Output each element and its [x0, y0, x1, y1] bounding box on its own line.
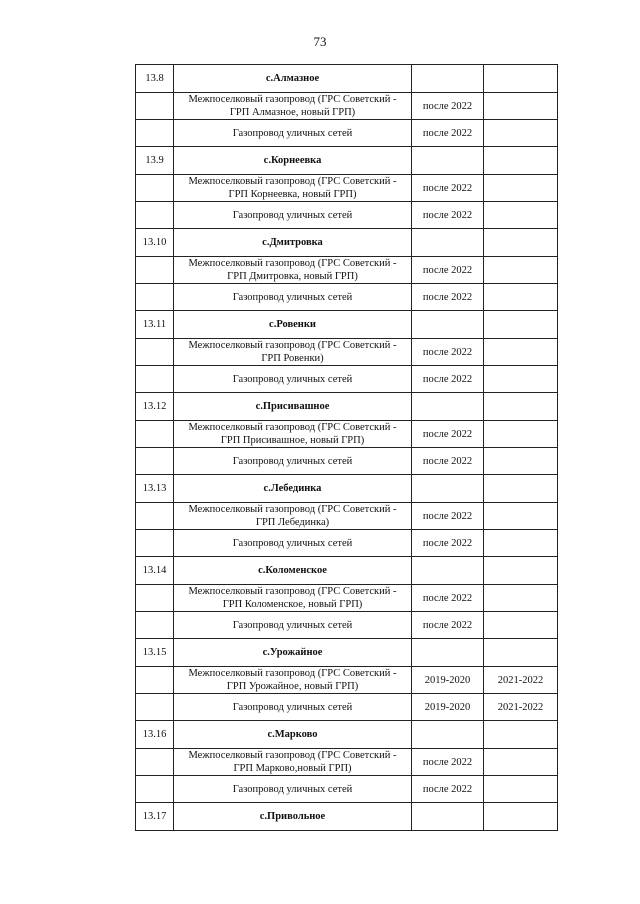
empty-cell	[412, 65, 484, 93]
pipeline-description	[174, 175, 412, 202]
street-period: после 2022	[412, 612, 484, 639]
pipeline-line-2: ГРП Урожайное, новый ГРП)	[226, 681, 359, 692]
pipeline-line-1: Межпоселковый газопровод (ГРС Советский -	[188, 340, 397, 351]
empty-cell	[412, 475, 484, 503]
empty-cell	[136, 257, 174, 284]
empty-cell	[484, 147, 558, 175]
empty-cell	[136, 530, 174, 557]
empty-cell	[484, 393, 558, 421]
settlement-name: с.Марково	[174, 721, 412, 749]
pipeline-line-1: Межпоселковый газопровод (ГРС Советский -	[188, 586, 397, 597]
street-network-row	[136, 694, 558, 721]
street-network-row	[136, 612, 558, 639]
street-period: после 2022	[412, 448, 484, 475]
pipeline-period-2	[484, 257, 558, 284]
empty-cell	[484, 65, 558, 93]
empty-cell	[484, 803, 558, 831]
pipeline-period: 2019-2020	[412, 667, 484, 694]
empty-cell	[136, 776, 174, 803]
street-network-name: Газопровод уличных сетей	[174, 612, 412, 639]
pipeline-description	[174, 257, 412, 284]
pipeline-line-2: ГРП Марково,новый ГРП)	[233, 763, 352, 774]
pipeline-period: после 2022	[412, 339, 484, 366]
pipeline-line-2: ГРП Корнеевка, новый ГРП)	[228, 189, 357, 200]
pipeline-line-2: ГРП Ровенки)	[261, 353, 324, 364]
settlement-row	[136, 639, 558, 667]
street-period-2: 2021-2022	[484, 694, 558, 721]
pipeline-description	[174, 421, 412, 448]
row-number: 13.9	[136, 147, 174, 175]
street-network-row	[136, 366, 558, 393]
street-network-row	[136, 530, 558, 557]
page-number: 73	[313, 34, 327, 49]
street-period: после 2022	[412, 202, 484, 229]
empty-cell	[484, 557, 558, 585]
pipeline-line-1: Межпоселковый газопровод (ГРС Советский -	[188, 750, 397, 761]
empty-cell	[412, 393, 484, 421]
pipeline-description	[174, 749, 412, 776]
settlement-row	[136, 721, 558, 749]
pipeline-period-2	[484, 175, 558, 202]
pipeline-period-2	[484, 421, 558, 448]
street-network-name: Газопровод уличных сетей	[174, 120, 412, 147]
street-period: после 2022	[412, 284, 484, 311]
street-network-name: Газопровод уличных сетей	[174, 366, 412, 393]
settlement-row	[136, 229, 558, 257]
street-period-2	[484, 448, 558, 475]
empty-cell	[412, 803, 484, 831]
pipeline-line-2: ГРП Дмитровка, новый ГРП)	[227, 271, 358, 282]
settlement-name: с.Алмазное	[174, 65, 412, 93]
pipeline-period: после 2022	[412, 749, 484, 776]
empty-cell	[136, 612, 174, 639]
street-network-row	[136, 448, 558, 475]
pipeline-line-2: ГРП Лебединка)	[255, 517, 330, 528]
empty-cell	[412, 557, 484, 585]
settlement-row	[136, 147, 558, 175]
empty-cell	[484, 229, 558, 257]
pipeline-period-2	[484, 339, 558, 366]
settlement-row	[136, 311, 558, 339]
pipeline-period-2	[484, 749, 558, 776]
row-number: 13.14	[136, 557, 174, 585]
settlement-name: с.Ровенки	[174, 311, 412, 339]
row-number: 13.16	[136, 721, 174, 749]
settlement-name: с.Лебединка	[174, 475, 412, 503]
street-network-row	[136, 776, 558, 803]
empty-cell	[484, 311, 558, 339]
pipeline-description	[174, 667, 412, 694]
settlement-name: с.Привольное	[174, 803, 412, 831]
pipeline-line-1: Межпоселковый газопровод (ГРС Советский -	[188, 176, 397, 187]
street-period: после 2022	[412, 776, 484, 803]
pipeline-row	[136, 421, 558, 448]
pipeline-description	[174, 585, 412, 612]
street-network-name: Газопровод уличных сетей	[174, 776, 412, 803]
gas-pipeline-table	[135, 64, 558, 831]
street-network-name: Газопровод уличных сетей	[174, 694, 412, 721]
street-network-name: Газопровод уличных сетей	[174, 448, 412, 475]
row-number: 13.15	[136, 639, 174, 667]
settlement-row	[136, 393, 558, 421]
row-number: 13.13	[136, 475, 174, 503]
empty-cell	[412, 229, 484, 257]
empty-cell	[484, 639, 558, 667]
street-period-2	[484, 776, 558, 803]
empty-cell	[136, 448, 174, 475]
pipeline-description	[174, 339, 412, 366]
empty-cell	[136, 667, 174, 694]
empty-cell	[136, 503, 174, 530]
empty-cell	[136, 284, 174, 311]
street-network-row	[136, 202, 558, 229]
empty-cell	[412, 311, 484, 339]
street-network-row	[136, 120, 558, 147]
pipeline-period: после 2022	[412, 421, 484, 448]
pipeline-line-1: Межпоселковый газопровод (ГРС Советский -	[188, 422, 397, 433]
empty-cell	[136, 421, 174, 448]
row-number: 13.11	[136, 311, 174, 339]
settlement-name: с.Коломенское	[174, 557, 412, 585]
pipeline-row	[136, 339, 558, 366]
settlement-name: с.Корнеевка	[174, 147, 412, 175]
row-number: 13.17	[136, 803, 174, 831]
pipeline-period-2	[484, 585, 558, 612]
empty-cell	[412, 147, 484, 175]
pipeline-line-1: Межпоселковый газопровод (ГРС Советский -	[188, 504, 397, 515]
row-number: 13.8	[136, 65, 174, 93]
empty-cell	[136, 694, 174, 721]
pipeline-line-2: ГРП Коломенское, новый ГРП)	[222, 599, 363, 610]
street-period-2	[484, 120, 558, 147]
street-period: 2019-2020	[412, 694, 484, 721]
empty-cell	[136, 339, 174, 366]
pipeline-period-2: 2021-2022	[484, 667, 558, 694]
pipeline-period: после 2022	[412, 93, 484, 120]
street-period-2	[484, 612, 558, 639]
empty-cell	[136, 175, 174, 202]
pipeline-line-2: ГРП Алмазное, новый ГРП)	[229, 107, 356, 118]
pipeline-row	[136, 503, 558, 530]
street-network-name: Газопровод уличных сетей	[174, 530, 412, 557]
pipeline-period: после 2022	[412, 503, 484, 530]
street-network-name: Газопровод уличных сетей	[174, 284, 412, 311]
empty-cell	[412, 639, 484, 667]
pipeline-row	[136, 93, 558, 120]
pipeline-period: после 2022	[412, 585, 484, 612]
empty-cell	[136, 366, 174, 393]
row-number: 13.10	[136, 229, 174, 257]
pipeline-row	[136, 585, 558, 612]
empty-cell	[484, 475, 558, 503]
street-period: после 2022	[412, 530, 484, 557]
street-period-2	[484, 366, 558, 393]
empty-cell	[136, 120, 174, 147]
pipeline-line-2: ГРП Присивашное, новый ГРП)	[220, 435, 365, 446]
street-period-2	[484, 284, 558, 311]
settlement-name: с.Урожайное	[174, 639, 412, 667]
street-period-2	[484, 202, 558, 229]
pipeline-description	[174, 503, 412, 530]
empty-cell	[136, 93, 174, 120]
pipeline-line-1: Межпоселковый газопровод (ГРС Советский -	[188, 668, 397, 679]
pipeline-period: после 2022	[412, 257, 484, 284]
pipeline-description	[174, 93, 412, 120]
settlement-row	[136, 65, 558, 93]
pipeline-line-1: Межпоселковый газопровод (ГРС Советский -	[188, 94, 397, 105]
settlement-name: с.Дмитровка	[174, 229, 412, 257]
settlement-name: с.Присивашное	[174, 393, 412, 421]
street-network-row	[136, 284, 558, 311]
pipeline-period: после 2022	[412, 175, 484, 202]
street-period: после 2022	[412, 120, 484, 147]
street-period: после 2022	[412, 366, 484, 393]
row-number: 13.12	[136, 393, 174, 421]
street-period-2	[484, 530, 558, 557]
settlement-row	[136, 557, 558, 585]
pipeline-row	[136, 175, 558, 202]
street-network-name: Газопровод уличных сетей	[174, 202, 412, 229]
settlement-row	[136, 475, 558, 503]
settlement-row	[136, 803, 558, 831]
empty-cell	[484, 721, 558, 749]
empty-cell	[136, 749, 174, 776]
pipeline-row	[136, 749, 558, 776]
empty-cell	[412, 721, 484, 749]
pipeline-period-2	[484, 503, 558, 530]
pipeline-row	[136, 257, 558, 284]
empty-cell	[136, 202, 174, 229]
empty-cell	[136, 585, 174, 612]
pipeline-line-1: Межпоселковый газопровод (ГРС Советский -	[188, 258, 397, 269]
pipeline-period-2	[484, 93, 558, 120]
pipeline-row	[136, 667, 558, 694]
